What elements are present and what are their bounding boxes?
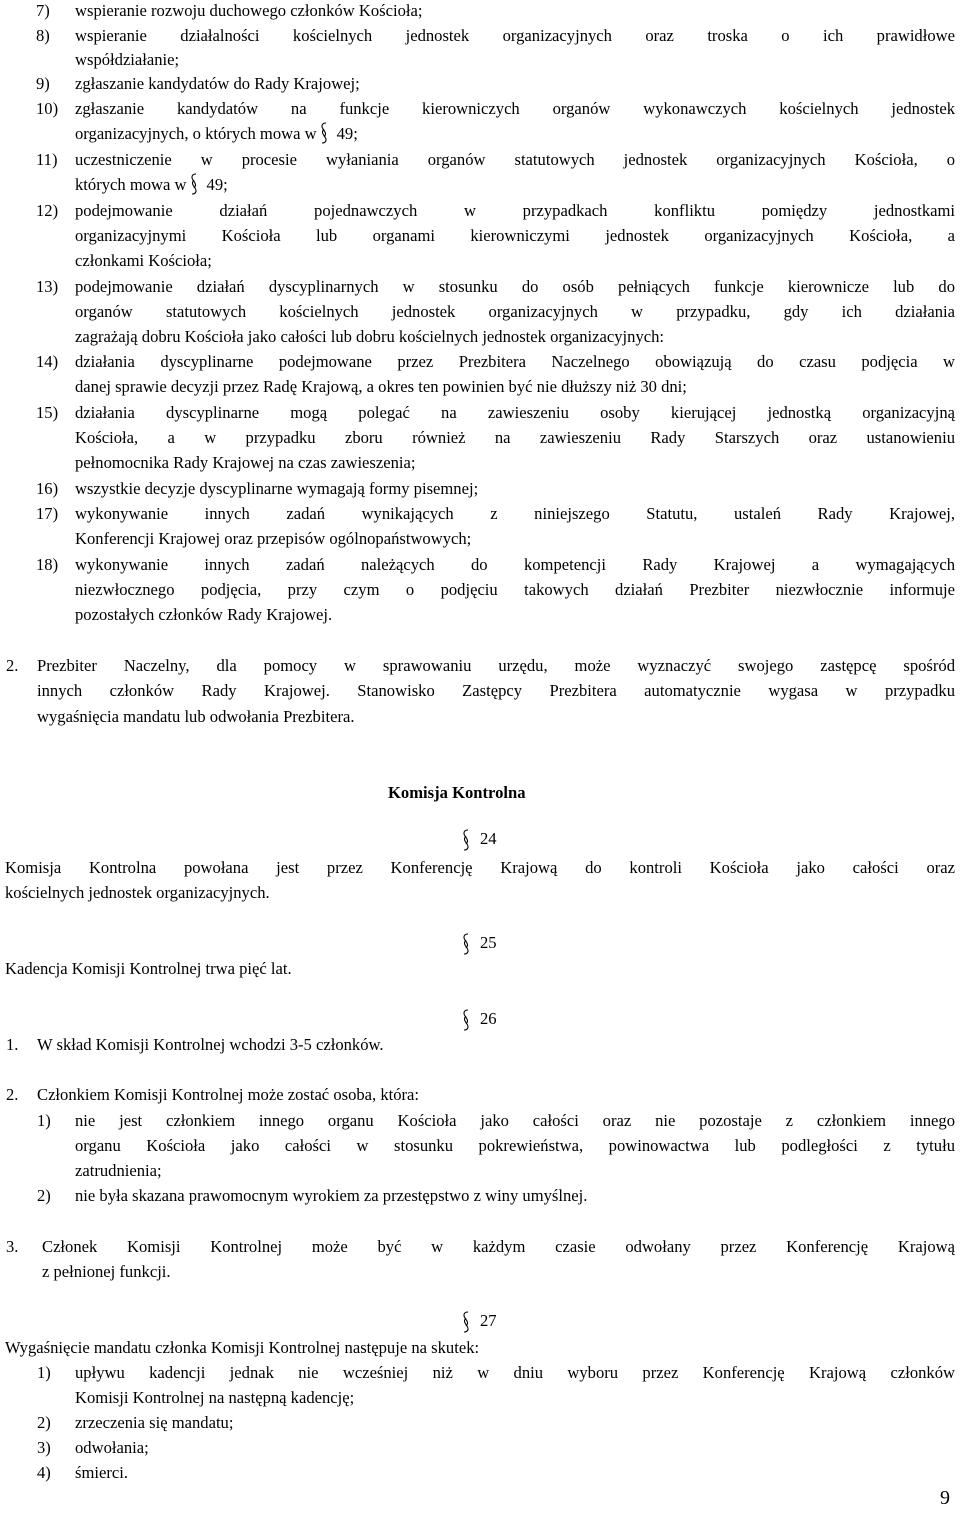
item-text: zatrudnienia; bbox=[75, 1161, 162, 1180]
item-text-part: których mowa w bbox=[75, 175, 187, 194]
section-sign-icon bbox=[190, 173, 198, 195]
paragraph-number bbox=[462, 930, 497, 955]
point-text: wygaśnięcia mandatu lub odwołania Prezbitera. bbox=[37, 707, 355, 726]
item-text: działania dyscyplinarne mogą polegać na zawieszeniu osoby kierującej jednostką organizacyjną bbox=[75, 403, 955, 422]
item-text: Konferencji Krajowej oraz przepisów ogólnopaństwowych; bbox=[75, 529, 472, 548]
point-text: z pełnionej funkcji. bbox=[42, 1262, 171, 1281]
item-number: 1) bbox=[37, 1111, 51, 1130]
paragraph-number-text: 24 bbox=[480, 829, 497, 848]
point-text: Członkiem Komisji Kontrolnej może zostać osoba, która: bbox=[37, 1085, 420, 1104]
item-text: wykonywanie innych zadań należących do kompetencji Rady Krajowej a wymagających bbox=[75, 555, 955, 574]
item-text: działania dyscyplinarne podejmowane przez Prezbitera Naczelnego obowiązują do czasu podjęcia w bbox=[75, 352, 955, 371]
section-sign-icon bbox=[462, 829, 470, 851]
item-text: pełnomocnika Rady Krajowej na czas zawieszenia; bbox=[75, 453, 416, 472]
item-number: 15) bbox=[36, 403, 59, 422]
page-number: 9 bbox=[940, 1487, 950, 1509]
point-number: 2. bbox=[6, 656, 19, 675]
section-sign-icon bbox=[462, 933, 470, 955]
paragraph-text: Kadencja Komisji Kontrolnej trwa pięć lat. bbox=[5, 959, 292, 978]
item-number: 4) bbox=[37, 1463, 51, 1482]
item-text-part: organizacyjnych, o których mowa w bbox=[75, 124, 317, 143]
item-text: organizacyjnymi Kościoła lub organami kierowniczymi jednostek organizacyjnych Kościoła, a bbox=[75, 226, 955, 245]
item-text: upływu kadencji jednak nie wcześniej niż w dniu wyboru przez Konferencję Krajową członków bbox=[75, 1363, 955, 1382]
paragraph-number-text: 25 bbox=[480, 933, 497, 952]
item-text: śmierci. bbox=[75, 1463, 128, 1482]
point-text: innych członków Rady Krajowej. Stanowisko Zastępcy Prezbitera automatycznie wygasa w przypadku bbox=[37, 681, 955, 700]
point-text: Prezbiter Naczelny, dla pomocy w sprawowaniu urzędu, może wyznaczyć swojego zastępcę spośród bbox=[37, 656, 955, 675]
item-number: 9) bbox=[36, 74, 50, 93]
item-text: zgłaszanie kandydatów do Rady Krajowej; bbox=[75, 74, 360, 93]
item-number: 1) bbox=[37, 1363, 51, 1382]
item-number: 8) bbox=[36, 26, 50, 45]
item-number: 12) bbox=[36, 201, 59, 220]
item-text: współdziałanie; bbox=[75, 50, 180, 69]
item-text: zagrażają dobru Kościoła jako całości lub dobru kościelnych jednostek organizacyjnych: bbox=[75, 327, 665, 346]
item-text: danej sprawie decyzji przez Radę Krajową, a okres ten powinien być nie dłuższy niż 30 dni; bbox=[75, 377, 687, 396]
item-number: 16) bbox=[36, 479, 59, 498]
item-text: pozostałych członków Rady Krajowej. bbox=[75, 605, 333, 624]
paragraph-text: Komisja Kontrolna powołana jest przez Konferencję Krajową do kontroli Kościoła jako całości oraz bbox=[5, 858, 955, 877]
section-sign-icon bbox=[462, 1311, 470, 1333]
paragraph-number bbox=[462, 1006, 497, 1031]
item-number: 13) bbox=[36, 277, 59, 296]
item-text: wspieranie rozwoju duchowego członków Kościoła; bbox=[75, 1, 423, 20]
item-text: nie jest członkiem innego organu Kościoła jako całości oraz nie pozostaje z członkiem innego bbox=[75, 1111, 955, 1130]
paragraph-text: Wygaśnięcie mandatu członka Komisji Kontrolnej następuje na skutek: bbox=[5, 1338, 480, 1357]
item-text: Komisji Kontrolnej na następną kadencję; bbox=[75, 1388, 355, 1407]
section-sign-icon bbox=[320, 122, 328, 144]
item-number: 2) bbox=[37, 1413, 51, 1432]
item-number: 3) bbox=[37, 1438, 51, 1457]
item-text: podejmowanie działań pojednawczych w przypadkach konfliktu pomiędzy jednostkami bbox=[75, 201, 955, 220]
paragraph-text: kościelnych jednostek organizacyjnych. bbox=[5, 883, 270, 902]
section-heading: Komisja Kontrolna bbox=[388, 783, 526, 802]
item-text bbox=[75, 121, 358, 146]
point-number: 2. bbox=[6, 1085, 19, 1104]
paragraph-number-text: 26 bbox=[480, 1009, 497, 1028]
point-number: 3. bbox=[6, 1237, 19, 1256]
item-text: wszystkie decyzje dyscyplinarne wymagają formy pisemnej; bbox=[75, 479, 479, 498]
item-number: 10) bbox=[36, 99, 59, 118]
point-text: W skład Komisji Kontrolnej wchodzi 3-5 członków. bbox=[37, 1035, 384, 1054]
item-number: 11) bbox=[36, 150, 58, 169]
item-text: nie była skazana prawomocnym wyrokiem za przestępstwo z winy umyślnej. bbox=[75, 1186, 588, 1205]
item-text: zgłaszanie kandydatów na funkcje kierowniczych organów wykonawczych kościelnych jednostek bbox=[75, 99, 955, 118]
item-text: zrzeczenia się mandatu; bbox=[75, 1413, 234, 1432]
section-sign-icon bbox=[462, 1009, 470, 1031]
paragraph-number bbox=[462, 1308, 497, 1333]
item-text: wykonywanie innych zadań wynikających z niniejszego Statutu, ustaleń Rady Krajowej, bbox=[75, 504, 955, 523]
item-text: odwołania; bbox=[75, 1438, 149, 1457]
item-number: 2) bbox=[37, 1186, 51, 1205]
point-number: 1. bbox=[6, 1035, 19, 1054]
paragraph-number bbox=[462, 826, 497, 851]
item-text: uczestniczenie w procesie wyłaniania organów statutowych jednostek organizacyjnych Kościoła, o bbox=[75, 150, 955, 169]
item-number: 14) bbox=[36, 352, 59, 371]
item-text: niezwłocznego podjęcia, przy czym o podjęciu takowych działań Prezbiter niezwłocznie informuje bbox=[75, 580, 955, 599]
point-text: Członek Komisji Kontrolnej może być w każdym czasie odwołany przez Konferencję Krajową bbox=[42, 1237, 955, 1256]
item-number: 18) bbox=[36, 555, 59, 574]
item-text-part: 49; bbox=[336, 124, 358, 143]
item-text: członkami Kościoła; bbox=[75, 251, 212, 270]
item-text-part: 49; bbox=[206, 175, 228, 194]
item-number: 17) bbox=[36, 504, 59, 523]
item-text: organu Kościoła jako całości w stosunku pokrewieństwa, powinowactwa lub podległości z tytułu bbox=[75, 1136, 955, 1155]
item-text: wspieranie działalności kościelnych jednostek organizacyjnych oraz troska o ich prawidłowe bbox=[75, 26, 955, 45]
item-text: Kościoła, a w przypadku zboru również na zawieszeniu Rady Starszych oraz ustanowieniu bbox=[75, 428, 955, 447]
paragraph-number-text: 27 bbox=[480, 1311, 497, 1330]
item-text bbox=[75, 172, 228, 197]
item-number: 7) bbox=[36, 1, 50, 20]
item-text: podejmowanie działań dyscyplinarnych w stosunku do osób pełniących funkcje kierownicze lub do bbox=[75, 277, 955, 296]
item-text: organów statutowych kościelnych jednostek organizacyjnych w przypadku, gdy ich działania bbox=[75, 302, 955, 321]
